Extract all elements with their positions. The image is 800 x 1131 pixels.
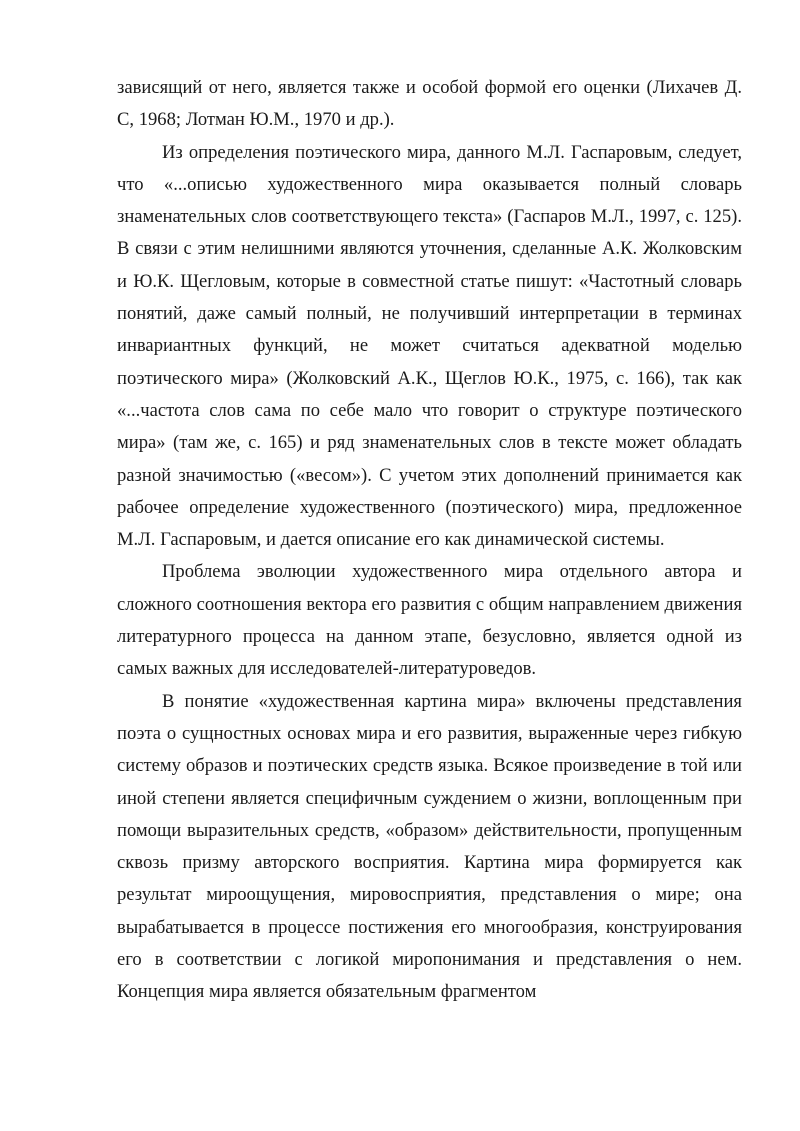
paragraph-1: зависящий от него, является также и особой формой его оценки (Лихачев Д. С, 1968; Лотман Ю.М., 1970 и др.). bbox=[117, 77, 742, 131]
body-text bbox=[117, 72, 742, 1009]
paragraph-4: В понятие «художественная картина мира» включены представления поэта о сущностных основах мира и его развития, выраженные через гибкую систему образов и поэтических средств языка. Всякое произведение в той или иной степени является специфичным суждением о жизни, воплощенным при помощи выразительных средств, «образом» действительности, пропущенным сквозь призму авторского восприятия. Картина мира формируется как результат мироощущения, мировосприятия, представления о мире; она вырабатывается в процессе постижения его многообразия, конструирования его в соответствии с логикой миропонимания и представления о нем. Концепция мира является обязательным фрагментом bbox=[117, 690, 742, 1003]
paragraph-2: Из определения поэтического мира, данного М.Л. Гаспаровым, следует, что «...описью художественного мира оказывается полный словарь знаменательных слов соответствующего текста» (Гаспаров М.Л., 1997, с. 125). В связи с этим нелишними являются уточнения, сделанные А.К. Жолковским и Ю.К. Щегловым, которые в совместной статье пишут: «Частотный словарь понятий, даже самый полный, не получивший интерпретации в терминах инвариантных функций, не может считаться адекватной моделью поэтического мира» (Жолковский А.К., Щеглов Ю.К., 1975, с. 166), так как «...частота слов сама по себе мало что говорит о структуре поэтического мира» (там же, с. 165) и ряд знаменательных слов в тексте может обладать разной значимостью («весом»). С учетом этих дополнений принимается как рабочее определение художественного (поэтического) мира, предложенное М.Л. Гаспаровым, и дается описание его как динамической системы. bbox=[117, 141, 742, 551]
paragraph-3: Проблема эволюции художественного мира отдельного автора и сложного соотношения вектора его развития с общим направлением движения литературного процесса на данном этапе, безусловно, является одной из самых важных для исследователей-литературоведов. bbox=[117, 561, 742, 680]
